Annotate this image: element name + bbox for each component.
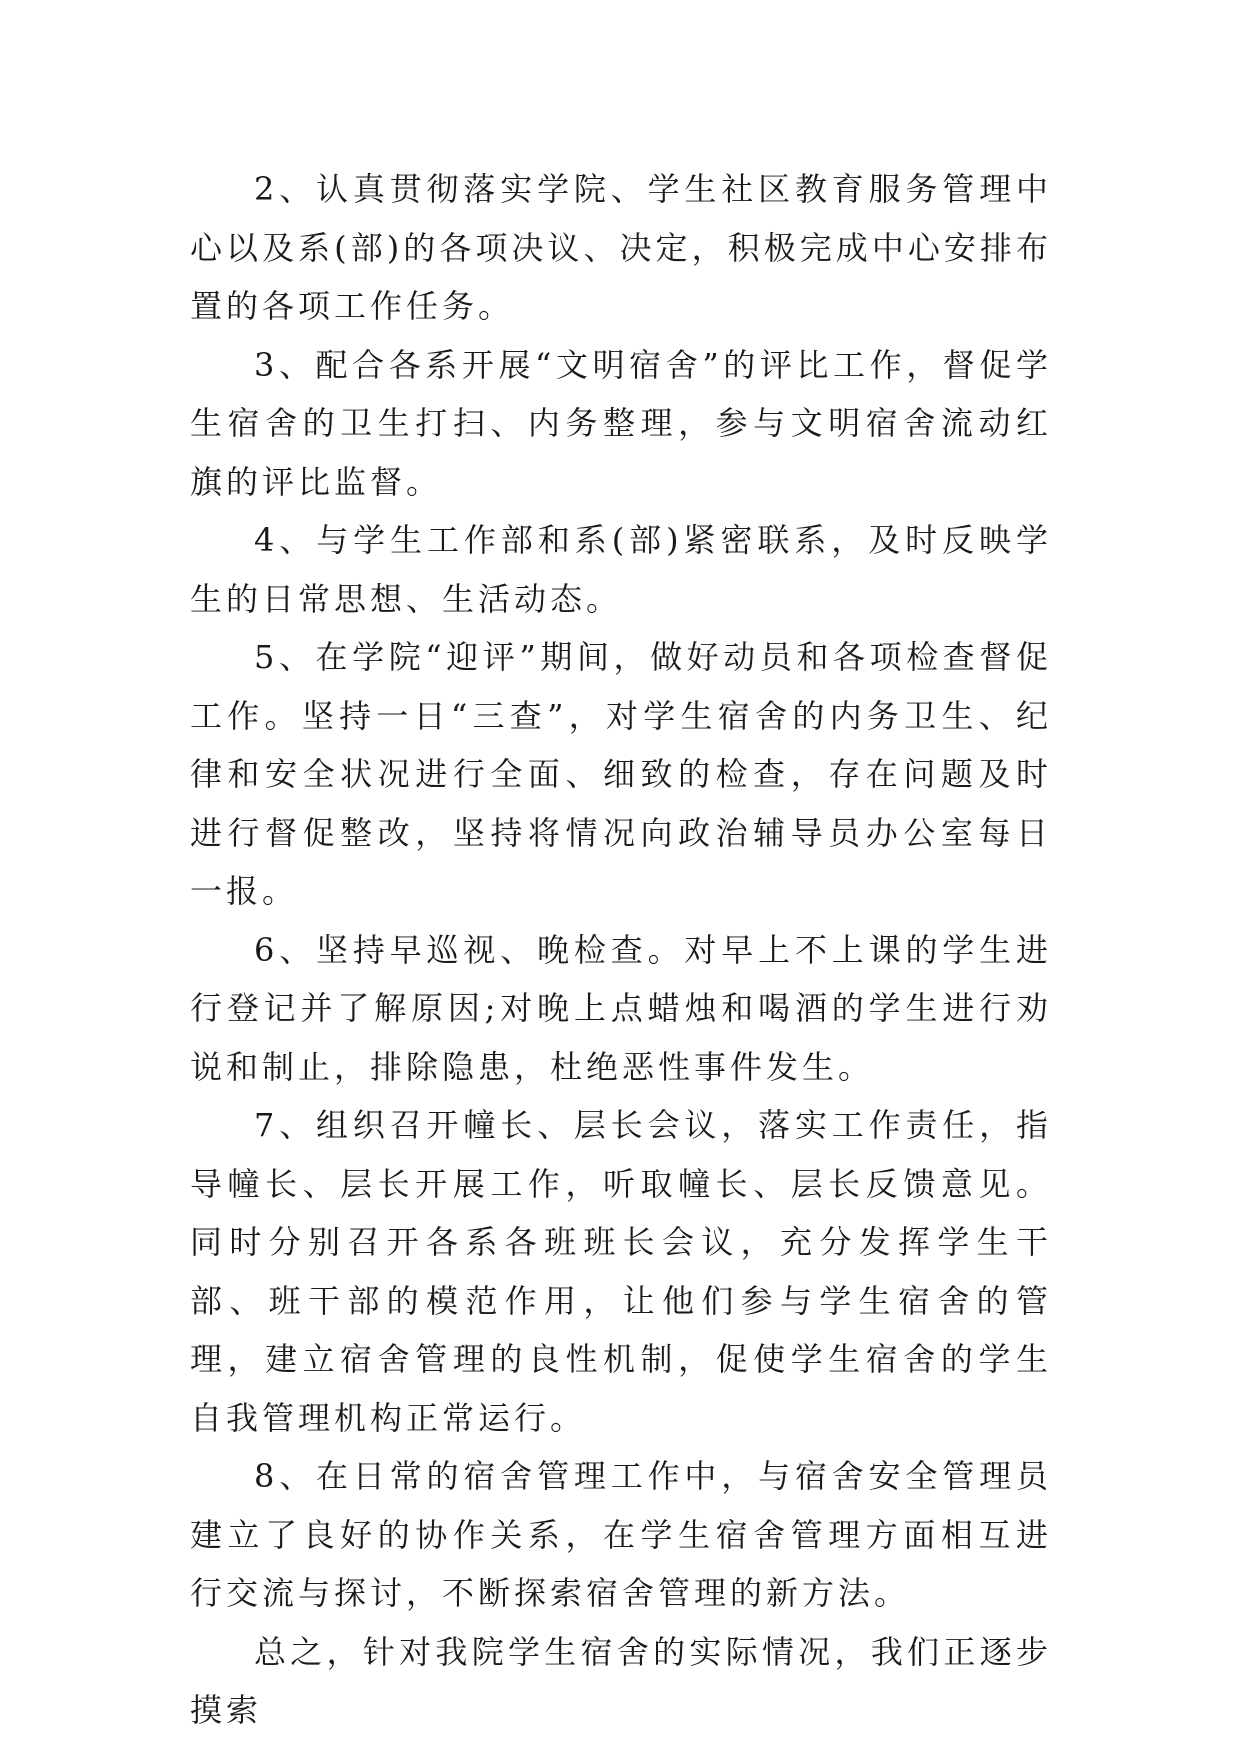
paragraph-item-2: 2、认真贯彻落实学院、学生社区教育服务管理中心以及系(部)的各项决议、决定，积极完成中心安排布置的各项工作任务。 (190, 170, 1052, 325)
paragraph-item-7: 7、组织召开幢长、层长会议，落实工作责任，指导幢长、层长开展工作，听取幢长、层长反馈意见。同时分别召开各系各班班长会议，充分发挥学生干部、班干部的模范作用，让他们参与学生宿舍的管理，建立宿舍管理的良性机制，促使学生宿舍的学生自我管理机构正常运行。 (190, 1106, 1052, 1437)
paragraph-item-5: 5、在学院“迎评”期间，做好动员和各项检查督促工作。坚持一日“三查”，对学生宿舍的内务卫生、纪律和安全状况进行全面、细致的检查，存在问题及时进行督促整改，坚持将情况向政治辅导员办公室每日一报。 (190, 638, 1052, 910)
paragraph-item-8: 8、在日常的宿舍管理工作中，与宿舍安全管理员建立了良好的协作关系，在学生宿舍管理方面相互进行交流与探讨，不断探索宿舍管理的新方法。 (190, 1457, 1052, 1612)
paragraph-item-6: 6、坚持早巡视、晚检查。对早上不上课的学生进行登记并了解原因;对晚上点蜡烛和喝酒的学生进行劝说和制止，排除隐患，杜绝恶性事件发生。 (190, 930, 1052, 1086)
paragraph-item-4: 4、与学生工作部和系(部)紧密联系，及时反映学生的日常思想、生活动态。 (190, 521, 1052, 618)
paragraph-item-3: 3、配合各系开展“文明宿舍”的评比工作，督促学生宿舍的卫生打扫、内务整理，参与文明宿舍流动红旗的评比监督。 (190, 345, 1052, 501)
document-page (190, 160, 1052, 1740)
paragraph-summary: 总之，针对我院学生宿舍的实际情况，我们正逐步摸索 (190, 1632, 1052, 1729)
